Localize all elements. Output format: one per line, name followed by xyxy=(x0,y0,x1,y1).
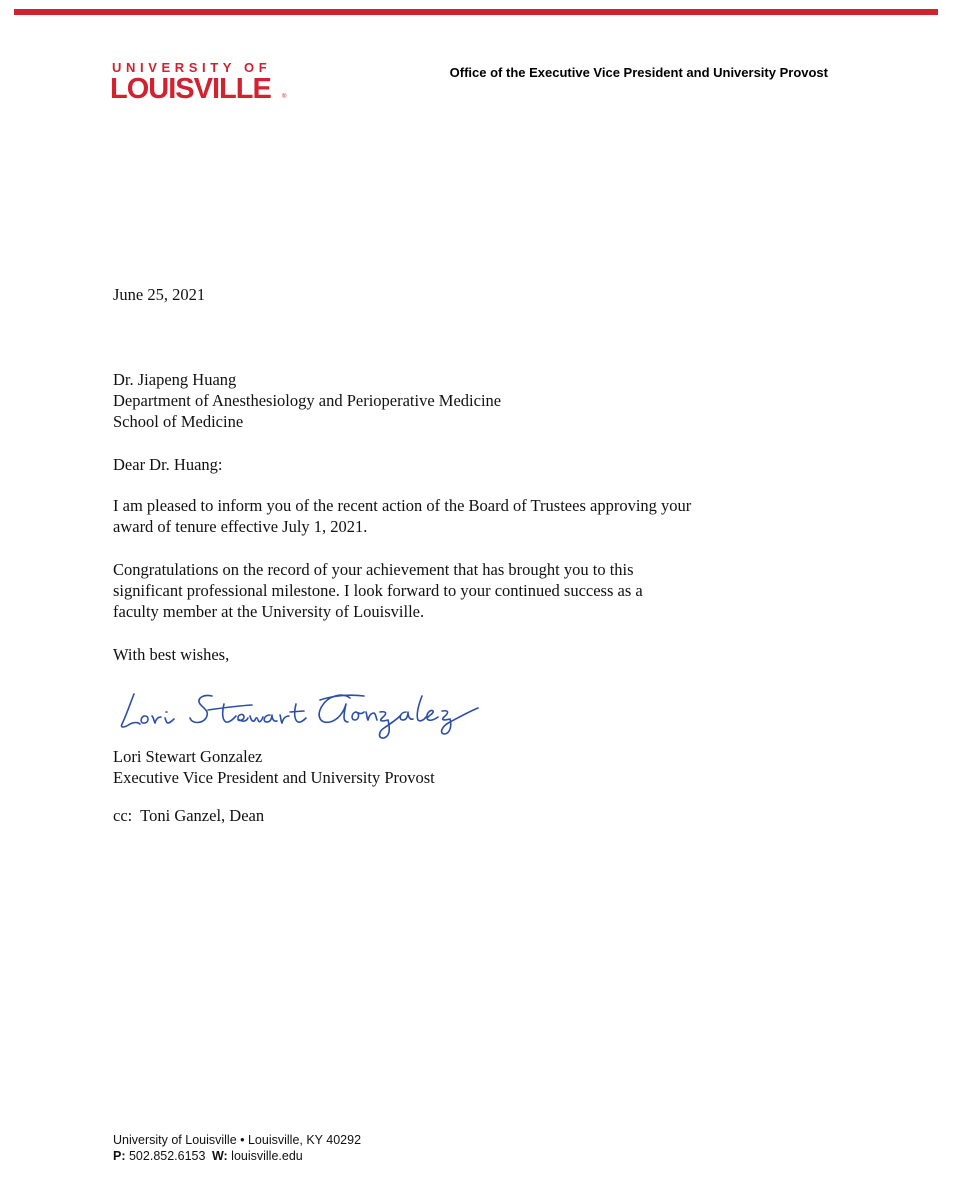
signer-name: Lori Stewart Gonzalez xyxy=(113,747,263,766)
handwritten-signature xyxy=(112,682,492,744)
salutation xyxy=(113,454,813,475)
footer-contact xyxy=(113,1148,361,1164)
paragraph-line: award of tenure effective July 1, 2021. xyxy=(113,517,368,536)
logo-line-louisville: LOUISVILLE xyxy=(110,73,271,105)
recipient-name: Dr. Jiapeng Huang xyxy=(113,370,237,389)
registered-mark: ® xyxy=(282,94,287,100)
paragraph-line: Congratulations on the record of your achievement that has brought you to this xyxy=(113,560,634,579)
closing-text: With best wishes, xyxy=(113,645,230,664)
body-paragraph-1 xyxy=(113,495,813,537)
signer-title: Executive Vice President and University Provost xyxy=(113,768,435,787)
university-logo xyxy=(110,60,290,104)
closing xyxy=(113,644,813,665)
paragraph-line: I am pleased to inform you of the recent action of the Board of Trustees approving your xyxy=(113,496,692,515)
web-address: louisville.edu xyxy=(231,1149,303,1163)
paragraph-line: faculty member at the University of Louisville. xyxy=(113,602,425,621)
recipient-department: Department of Anesthesiology and Perioperative Medicine xyxy=(113,391,502,410)
recipient-address xyxy=(113,369,813,432)
phone-label: P: xyxy=(113,1149,126,1163)
recipient-school: School of Medicine xyxy=(113,412,244,431)
cc-text: cc: Toni Ganzel, Dean xyxy=(113,806,265,825)
office-heading: Office of the Executive Vice President and University Provost xyxy=(449,65,828,80)
top-red-rule xyxy=(14,9,938,15)
footer-address: University of Louisville • Louisville, KY 40292 xyxy=(113,1133,362,1147)
phone-number: 502.852.6153 xyxy=(128,1149,209,1163)
letterhead-footer xyxy=(113,1132,361,1164)
letter-date xyxy=(113,284,813,305)
signature-block xyxy=(113,746,813,788)
body-paragraph-2 xyxy=(113,559,813,622)
paragraph-line: significant professional milestone. I look forward to your continued success as a xyxy=(113,581,643,600)
date-text: June 25, 2021 xyxy=(113,285,206,304)
cc-line xyxy=(113,805,813,826)
logo-line-university-of: UNIVERSITY OF xyxy=(112,60,272,75)
salutation-text: Dear Dr. Huang: xyxy=(113,455,223,474)
web-label: W: xyxy=(211,1149,228,1163)
